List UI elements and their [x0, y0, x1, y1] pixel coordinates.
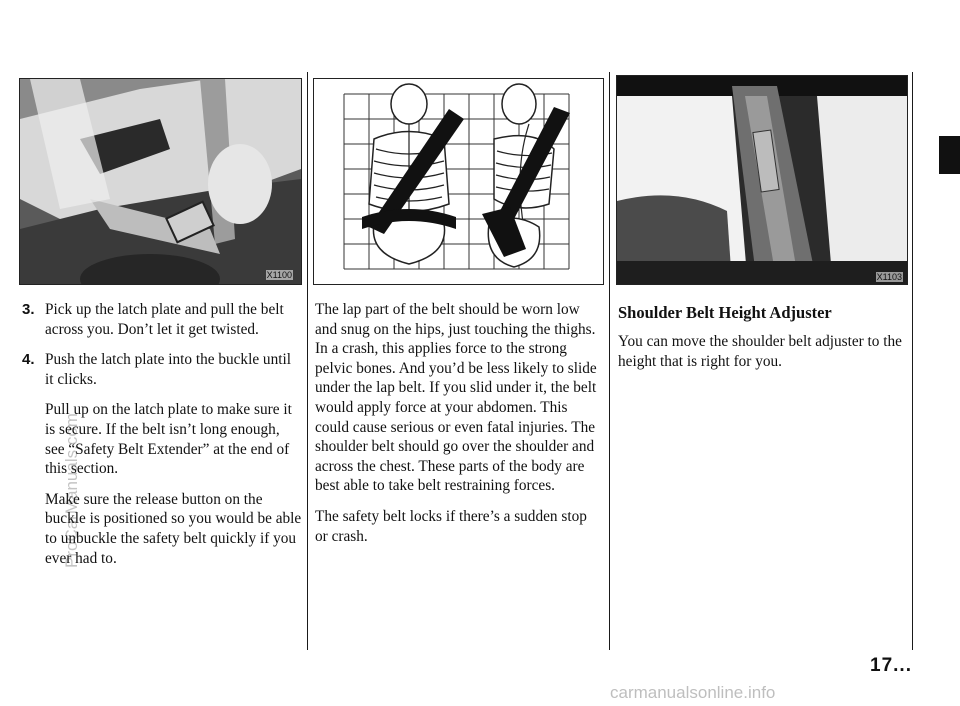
step-number: 3. [22, 301, 35, 318]
page-number: 17... [870, 655, 912, 676]
step-text: Pick up the latch plate and pull the belt across you. Don’t let it get twisted. [45, 301, 284, 338]
section-tab-marker [939, 136, 960, 174]
column-rule-left [307, 72, 308, 650]
step-text: Push the latch plate into the buckle until it clicks. [45, 351, 291, 388]
column-rule-outer [912, 72, 913, 650]
section-heading: Shoulder Belt Height Adjuster [618, 303, 832, 322]
middle-column [315, 300, 602, 557]
right-column [618, 302, 906, 382]
shoulder-adjuster-photo [616, 75, 908, 285]
body-paragraph: The safety belt locks if there’s a sudden stop or crash. [315, 507, 587, 545]
figure-code: X1100 [266, 270, 292, 280]
latch-plate-illustration [20, 79, 301, 284]
skeleton-diagram-illustration [314, 79, 603, 284]
figure-code: X1103 [876, 272, 902, 282]
shoulder-adjuster-illustration [617, 76, 907, 284]
body-paragraph: Pull up on the latch plate to make sure it is secure. If the belt isn’t long enough, see “Safety Belt Extender” at the end of this section. [45, 401, 292, 478]
body-paragraph: The lap part of the belt should be worn low and snug on the hips, just touching the thighs. In a crash, this applies force to the strong pelvic bones. And you’d be less likely to slide under the lap belt. If you slid under it, the belt would apply force at your abdomen. This could cause serious or even fatal injuries. The shoulder belt should go over the shoulder and across the chest. These parts of the body are best able to take belt restraining forces. [315, 301, 597, 495]
body-paragraph: You can move the shoulder belt adjuster to the height that is right for you. [618, 333, 902, 370]
body-paragraph: Make sure the release button on the buckle is positioned so you would be able to unbuckle the safety belt quickly if you ever had to. [45, 490, 302, 567]
side-watermark: ProCarManuals.com [62, 413, 81, 568]
step-number: 4. [22, 351, 35, 369]
latch-plate-photo [19, 78, 302, 285]
column-rule-right [609, 72, 610, 650]
bottom-watermark: carmanualsonline.info [610, 683, 776, 702]
belt-position-diagram [313, 78, 604, 285]
